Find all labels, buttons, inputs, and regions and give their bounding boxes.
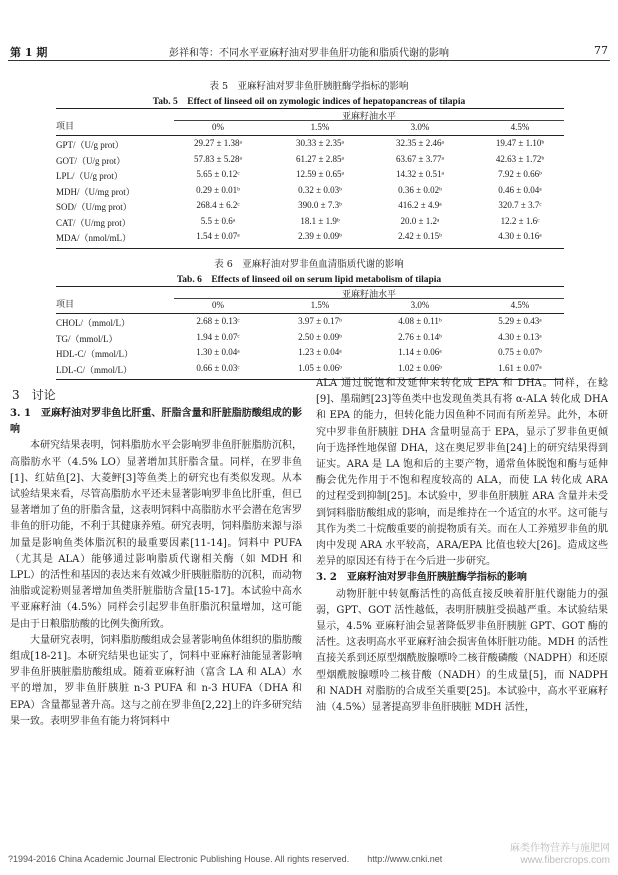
table-cell: 320.7 ± 3.7ᶜ: [498, 200, 542, 210]
table-cell: 18.1 ± 1.9ᵇ: [300, 215, 340, 226]
table-cell: 1.30 ± 0.04ᵃ: [196, 347, 240, 357]
running-title: 彭祥和等：不同水平亚麻籽油对罗非鱼肝功能和脂质代谢的影响: [169, 48, 449, 59]
page-header: [0, 0, 618, 60]
header-rule: [8, 60, 610, 61]
watermark-line: www.fibercrops.com: [520, 855, 610, 866]
table-cell: 416.2 ± 4.9ᵃ: [398, 200, 442, 210]
table-cell: 2.76 ± 0.14ᵇ: [398, 331, 442, 342]
table-cell: 4.30 ± 0.13ᵃ: [498, 331, 542, 342]
table-row-label: GPT/（U/g prot）: [56, 140, 124, 150]
table-col-header: 1.5%: [310, 300, 330, 310]
table-cell: 4.30 ± 0.16ᵃ: [498, 231, 542, 241]
table-cell: 0.29 ± 0.01ᵇ: [196, 184, 240, 195]
table5: [56, 108, 564, 250]
table-cell: 0.66 ± 0.03ᶜ: [196, 362, 240, 373]
table-row-label: MDA/（nmol/mL）: [56, 233, 132, 243]
table-cell: 5.29 ± 0.43ᵃ: [498, 316, 542, 326]
table-cell: 268.4 ± 6.2ᶜ: [196, 200, 240, 210]
subheading-3-1: 3. 1 亚麻籽油对罗非鱼比肝重、肝脂含量和肝脏脂肪酸组成的影响: [10, 408, 302, 436]
table-cell: 5.5 ± 0.6ᵃ: [200, 215, 236, 226]
left-column: [10, 406, 302, 844]
table-cell: 12.2 ± 1.6ᶜ: [500, 215, 540, 226]
table-row-label: LDL-C/（mmol/L）: [56, 364, 132, 375]
table-item-header: 项目: [56, 122, 75, 132]
paragraph: ALA 通过脱饱和及延伸来转化成 EPA 和 DHA。同样，在鲶[9]、墨瑞鳕[23]等鱼类中也发现鱼类具有将 α-ALA 转化成 DHA 和 EPA 的能力，但转化能力因鱼种不同而有所差异。此外，本研究中罗非鱼肝胰脏 DHA 含量明显高于 EPA，显示了罗非鱼更倾向于选择性地保留 DHA，这在奥尼罗非鱼[24]上的研究结果得到证实。ARA 是 LA 饱和后的主要产物，通常鱼体脱饱和酶与延伸酶会优先作用于不饱和程度较高的 ALA，而使 LA 转化成 ARA 的过程受到抑制[25]。本试验中，罗非鱼肝胰脏 ARA 含量并未受到饲料脂肪酸组成的影响，而是维持在一个适宜的水平。这可能与其作为类二十烷酸重要的前提物质有关。而在人工养殖罗非鱼的肌肉中发现 ARA 水平较高，ARA/EPA 比值也较大[26]。造成这些差异的原因还有待于在今后进一步研究。: [316, 378, 608, 568]
table-cell: 4.08 ± 0.11ᵇ: [398, 316, 442, 326]
table-bottom-rule: [56, 248, 564, 249]
table6-title-cn: 表 6 亚麻籽油对罗非鱼血清脂质代谢的影响: [214, 259, 404, 270]
table-item-header: 项目: [56, 300, 75, 310]
table-group-header: 亚麻籽油水平: [341, 112, 396, 122]
table-head-rule: [56, 135, 564, 136]
copyright-footer: ?1994-2016 China Academic Journal Electronic Publishing House. All rights reserved. http://www.cnki.net: [8, 854, 443, 864]
table-row-label: CAT/（U/mg prot）: [56, 217, 131, 228]
table-row-label: CHOL/（mmol/L）: [56, 318, 130, 328]
table5-title-cn: 表 5 亚麻籽油对罗非鱼肝胰脏酶学指标的影响: [209, 81, 409, 92]
table-cell: 42.63 ± 1.72ᵇ: [495, 153, 545, 164]
table-cell: 32.35 ± 2.46ᵃ: [396, 138, 444, 148]
table-cell: 57.83 ± 5.28ᵃ: [194, 153, 242, 164]
table-cell: 19.47 ± 1.10ᵇ: [495, 138, 545, 148]
issue-number: 第 1 期: [10, 46, 48, 59]
table-group-rule: [174, 120, 564, 121]
table-cell: 61.27 ± 2.85ᵃ: [296, 153, 344, 164]
subheading-3-2: 3. 2 亚麻籽油对罗非鱼肝胰脏酶学指标的影响: [316, 572, 527, 584]
table-cell: 14.32 ± 0.51ᵃ: [396, 169, 444, 179]
paragraph: 大量研究表明，饲料脂肪酸组成会显著影响鱼体组织的脂肪酸组成[18-21]。本研究结果也证实了，饲料中亚麻籽油能显著影响罗非鱼肝胰脏脂肪酸组成。随着亚麻籽油（富含 LA 和 ALA）水平的增加，罗非鱼肝胰脏 n-3 PUFA 和 n-3 HUFA（DHA 和 EPA）含量都显著升高。这与之前在罗非鱼[2,22]上的许多研究结果一致。表明罗非鱼有能力将饲料中: [10, 634, 302, 727]
table-col-header: 4.5%: [510, 122, 530, 132]
paragraph: 本研究结果表明，饲料脂肪水平会影响罗非鱼肝脏脂肪沉积，高脂肪水平（4.5% LO）显著增加其肝脂含量。同样，在罗非鱼[1]、红姑鱼[2]、大菱鲆[3]等鱼类上的研究也有类似发现。从本试验结果来看，尽管高脂肪水平还未显著影响罗非鱼比肝重，但已显著增加了鱼的肝脂含量，这表明饲料中高脂肪水平会潜在危害罗非鱼的肝功能，不利于其健康养殖。研究表明，饲料脂肪来源与添加量是影响鱼类体脂沉积的最重要因素[11-14]。饲料中 PUFA（尤其是 ALA）能够通过影响脂质代谢相关酶（如 MDH 和 LPL）的活性和基因的表达来有效减少肝胰脏脂肪的沉积，而动物油脂或淀粉则显著增加鱼类肝脏脂肪含量[15-17]。本试验中高水平亚麻籽油（4.5%）同样会引起罗非鱼肝脂沉积量增加，这可能是由于日粮脂肪酸的比例失衡所致。: [10, 440, 302, 630]
table-cell: 1.05 ± 0.06ᵇ: [298, 362, 342, 373]
table-cell: 20.0 ± 1.2ᵃ: [400, 215, 440, 226]
table-cell: 1.61 ± 0.07ᵃ: [498, 362, 542, 373]
table-cell: 1.23 ± 0.04ᵃ: [298, 347, 342, 357]
table-cell: 2.39 ± 0.09ᵇ: [298, 231, 342, 241]
table-cell: 12.59 ± 0.65ᵃ: [296, 169, 344, 179]
table-row-label: TG/（mmol/L）: [56, 333, 118, 344]
watermark-line: 麻类作物营养与施肥网: [510, 843, 610, 854]
section-heading: 3 讨论: [12, 388, 56, 402]
table-cell: 30.33 ± 2.35ᵃ: [296, 138, 344, 148]
table-cell: 7.92 ± 0.66ᵇ: [498, 169, 542, 179]
table-cell: 29.27 ± 1.38ᵃ: [194, 138, 242, 148]
right-column: [316, 376, 608, 844]
table-cell: 1.02 ± 0.06ᵇ: [398, 362, 442, 373]
table-row-label: HDL-C/（mmol/L）: [56, 349, 133, 359]
table5-title-en: Tab. 5 Effect of linseed oil on zymologic indices of hepatopancreas of tilapia: [152, 97, 466, 107]
table-col-header: 0%: [212, 300, 224, 310]
table-cell: 3.97 ± 0.17ᵇ: [298, 316, 342, 326]
table-cell: 63.67 ± 3.77ᵃ: [396, 153, 444, 164]
table-row-label: MDH/（U/mg prot）: [56, 186, 135, 197]
table6-title-en: Tab. 6 Effects of linseed oil on serum lipid metabolism of tilapia: [176, 275, 442, 285]
table-row-label: GOT/（U/g prot）: [56, 155, 126, 166]
table-group-rule: [174, 298, 564, 299]
table-cell: 0.36 ± 0.02ᵇ: [398, 184, 442, 195]
watermark: [510, 843, 610, 867]
table-col-header: 3.0%: [410, 300, 430, 310]
table-group-header: 亚麻籽油水平: [341, 290, 396, 300]
table-cell: 1.54 ± 0.07ᵃ: [196, 231, 240, 241]
table6: [56, 286, 564, 384]
table-cell: 2.68 ± 0.13ᶜ: [196, 316, 240, 326]
table-cell: 1.14 ± 0.06ᵃ: [398, 347, 442, 357]
table-cell: 5.65 ± 0.12ᶜ: [196, 169, 240, 179]
table-col-header: 4.5%: [510, 300, 530, 310]
page-number: 77: [594, 44, 608, 57]
table-cell: 0.46 ± 0.04ᵃ: [498, 184, 542, 195]
table-cell: 2.50 ± 0.09ᵇ: [298, 331, 342, 342]
table-col-header: 1.5%: [310, 122, 330, 132]
paragraph: 动物肝脏中转氨酶活性的高低直接反映着肝脏代谢能力的强弱，GPT、GOT 活性越低，表明肝胰脏受损越严重。本试验结果显示，4.5% 亚麻籽油会显著降低罗非鱼肝胰脏 GPT、GOT 酶的活性。这表明高水平亚麻籽油会损害鱼体肝脏功能。MDH 的活性直接关系到还原型烟酰胺腺嘌呤二核苷酸磷酸（NADPH）和还原型烟酰胺腺嘌呤二核苷酸（NADH）的生成量[5]，而 NADPH 和 NADH 对脂肪的合成至关重要[25]。本试验中，高水平亚麻籽油（4.5%）显著提高罗非鱼肝胰脏 MDH 活性，: [316, 588, 608, 714]
table-row-label: SOD/（U/mg prot）: [56, 202, 132, 212]
table-col-header: 3.0%: [410, 122, 430, 132]
table-cell: 390.0 ± 7.3ᵇ: [298, 200, 342, 210]
table-head-rule: [56, 313, 564, 314]
table-cell: 2.42 ± 0.15ᵇ: [398, 231, 442, 241]
table-cell: 0.75 ± 0.07ᵇ: [498, 347, 542, 357]
table-cell: 0.32 ± 0.03ᵇ: [298, 184, 342, 195]
table-row-label: LPL/（U/g prot）: [56, 171, 123, 181]
table-col-header: 0%: [212, 122, 224, 132]
table-cell: 1.94 ± 0.07ᶜ: [196, 331, 240, 342]
